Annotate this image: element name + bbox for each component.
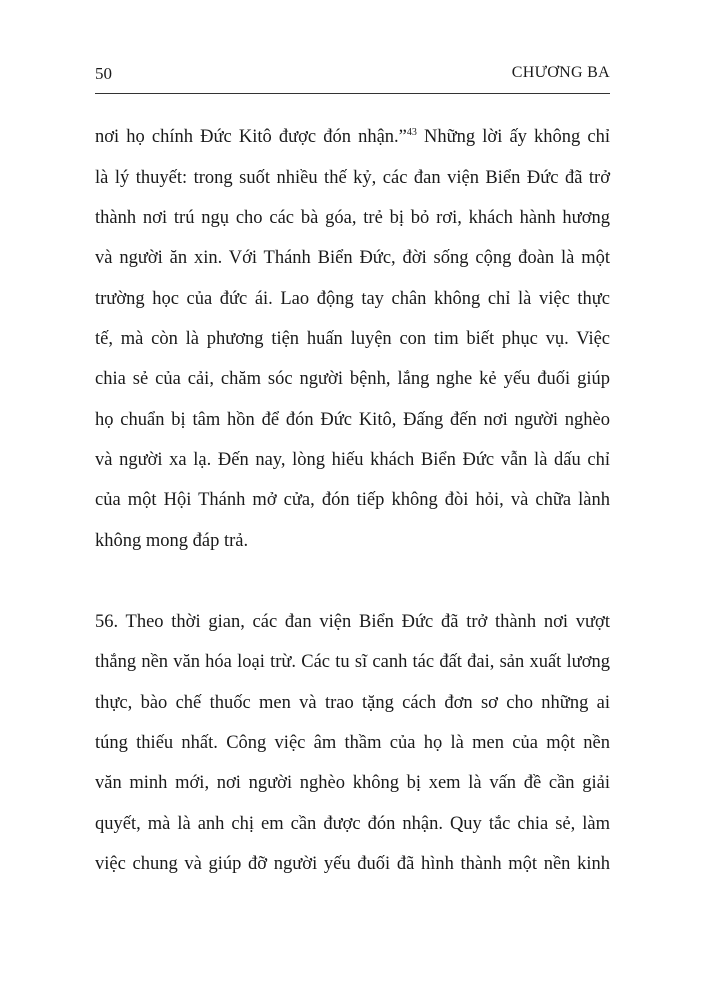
text-line: việc chung và giúp đỡ người yếu đuối đã hình thành một nền kinh	[95, 854, 610, 874]
text-fragment: nơi họ chính Đức Kitô được đón nhận.”	[95, 127, 407, 147]
text-line: thành nơi trú ngụ cho các bà góa, trẻ bị bỏ rơi, khách hành hương	[95, 208, 610, 228]
text-fragment: Những lời ấy không chỉ	[416, 127, 610, 147]
text-line: của một Hội Thánh mở cửa, đón tiếp không đòi hỏi, và chữa lành	[95, 490, 610, 510]
text-line: không mong đáp trả.	[95, 531, 249, 551]
text-line: tế, mà còn là phương tiện huấn luyện con tim biết phục vụ. Việc	[95, 329, 610, 349]
text-line: quyết, mà là anh chị em cần được đón nhận. Quy tắc chia sẻ, làm	[95, 814, 610, 834]
running-header	[95, 64, 610, 88]
chapter-title: CHƯƠNG BA	[511, 64, 610, 81]
text-line: là lý thuyết: trong suốt nhiều thế kỷ, các đan viện Biển Đức đã trở	[95, 168, 610, 188]
text-line: thực, bào chế thuốc men và trao tặng cách đơn sơ cho những ai	[95, 693, 610, 713]
text-line: văn minh mới, nơi người nghèo không bị xem là vấn đề cần giải	[95, 773, 610, 793]
header-divider	[95, 93, 610, 94]
page-number: 50	[95, 64, 112, 83]
text-line: 56. Theo thời gian, các đan viện Biển Đức đã trở thành nơi vượt	[95, 612, 610, 632]
text-line: trường học của đức ái. Lao động tay chân không chỉ là việc thực	[95, 289, 610, 309]
text-line: và người ăn xin. Với Thánh Biển Đức, đời sống cộng đoàn là một	[95, 248, 610, 268]
text-line: họ chuẩn bị tâm hồn để đón Đức Kitô, Đấng đến nơi người nghèo	[95, 410, 610, 430]
text-line: và người xa lạ. Đến nay, lòng hiếu khách Biển Đức vẫn là dấu chỉ	[95, 450, 610, 470]
text-line: thắng nền văn hóa loại trừ. Các tu sĩ canh tác đất đai, sản xuất lương	[95, 652, 610, 672]
text-line: chia sẻ của cải, chăm sóc người bệnh, lắng nghe kẻ yếu đuối giúp	[95, 369, 610, 389]
text-line	[95, 125, 610, 149]
footnote-ref[interactable]: 43	[406, 126, 417, 138]
text-line: túng thiếu nhất. Công việc âm thầm của họ là men của một nền	[95, 733, 610, 753]
